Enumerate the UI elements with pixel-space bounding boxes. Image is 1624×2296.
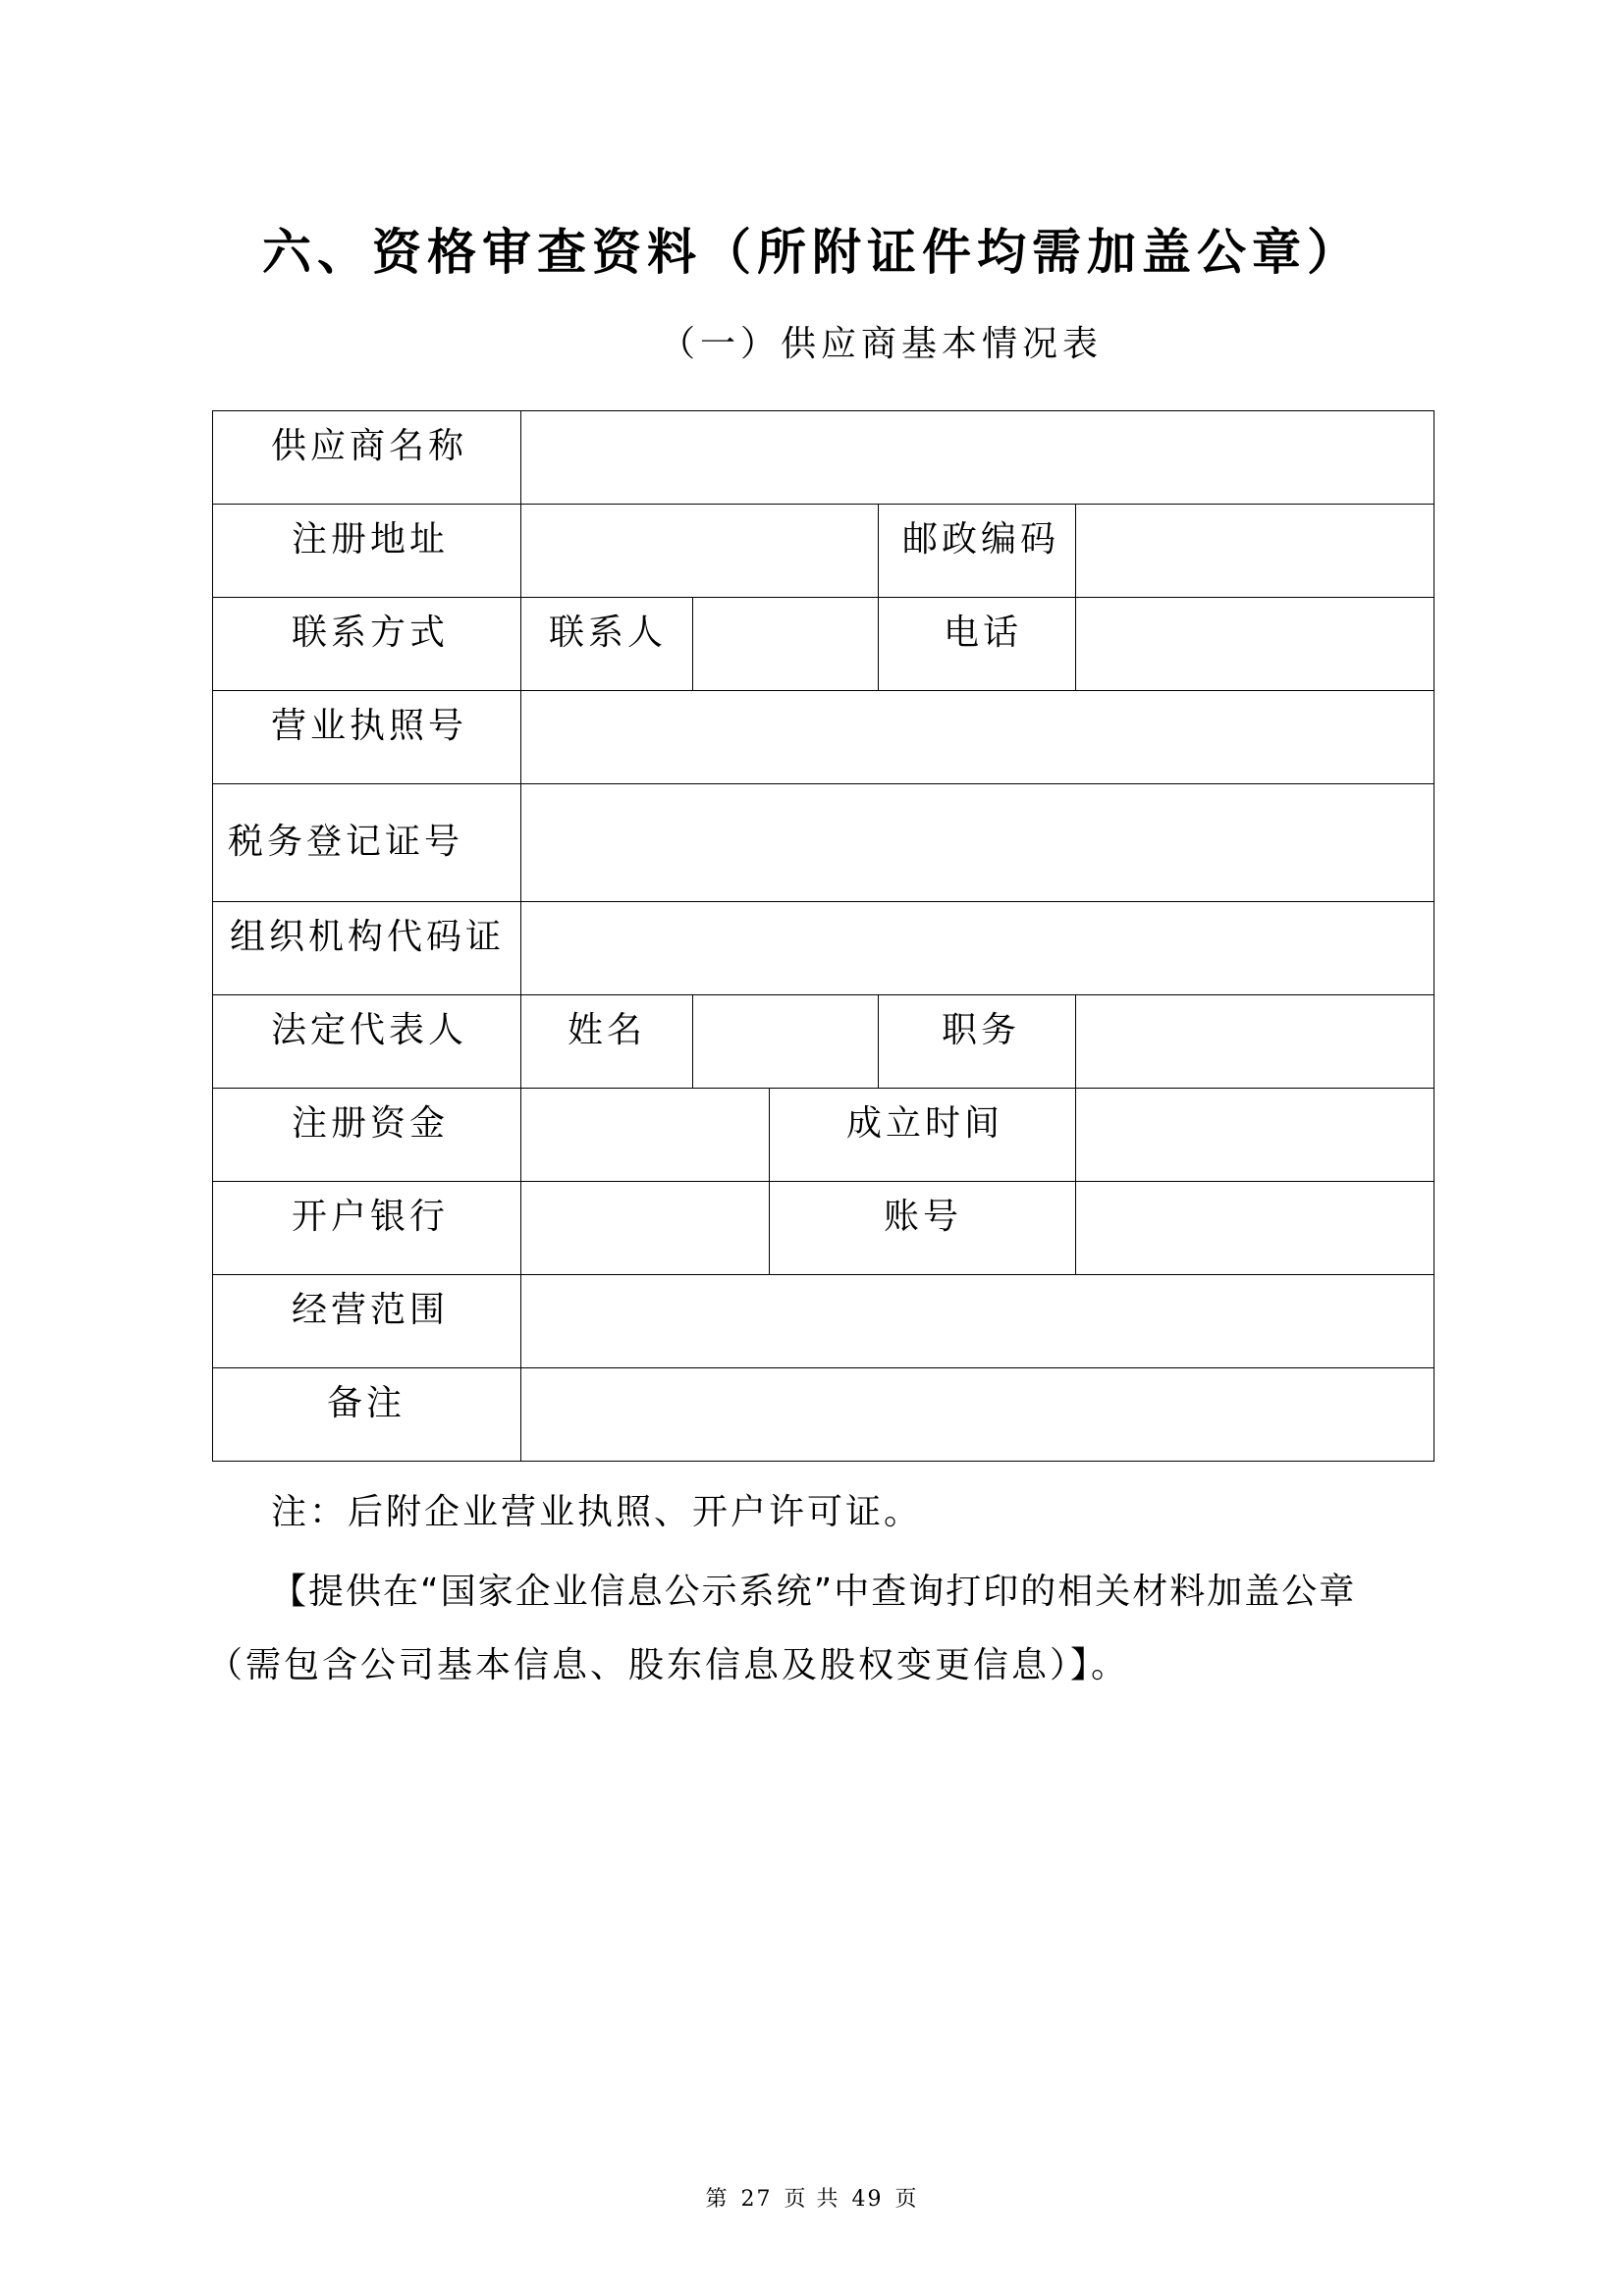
label-account-no: 账号 xyxy=(884,1197,963,1237)
cell-contact-person-value[interactable] xyxy=(692,597,879,691)
cell-org-code-value[interactable] xyxy=(520,901,1435,995)
label-remarks: 备注 xyxy=(327,1383,406,1423)
label-supplier-name: 供应商名称 xyxy=(271,426,468,466)
cell-business-scope-value[interactable] xyxy=(520,1274,1435,1368)
label-business-scope: 经营范围 xyxy=(292,1290,450,1330)
cell-establishment-date-value[interactable] xyxy=(1075,1088,1435,1182)
note-requirement-line1: 【提供在“国家企业信息公示系统”中查询打印的相关材料加盖公章 xyxy=(271,1572,1357,1612)
cell-remarks-value[interactable] xyxy=(520,1367,1435,1462)
cell-legal-rep-name-value[interactable] xyxy=(692,994,879,1089)
cell-position-value[interactable] xyxy=(1075,994,1435,1089)
footer-page-suffix: 页 xyxy=(894,2187,919,2212)
footer-page-number: 27 xyxy=(740,2187,773,2212)
cell-phone-value[interactable] xyxy=(1075,597,1435,691)
cell-tax-registration-value[interactable] xyxy=(520,783,1435,902)
label-org-code: 组织机构代码证 xyxy=(230,917,506,957)
cell-account-no-value[interactable] xyxy=(1075,1181,1435,1275)
footer-page-middle: 页 共 xyxy=(784,2187,840,2212)
label-tax-registration: 税务登记证号 xyxy=(228,822,464,862)
footer-total-pages: 49 xyxy=(851,2187,884,2212)
label-position: 职务 xyxy=(942,1010,1021,1050)
label-contact-person: 联系人 xyxy=(549,613,668,653)
label-bank: 开户银行 xyxy=(292,1197,450,1237)
page-number-footer xyxy=(0,2185,1624,2215)
note-requirement-line2: （需包含公司基本信息、股东信息及股权变更信息）】。 xyxy=(207,1645,1130,1685)
cell-supplier-name-value[interactable] xyxy=(520,410,1435,505)
label-registered-address: 注册地址 xyxy=(292,519,450,560)
supplier-info-table xyxy=(212,410,1435,1462)
label-postal-code: 邮政编码 xyxy=(902,519,1060,560)
cell-registered-capital-value[interactable] xyxy=(520,1088,770,1182)
cell-registered-address-value[interactable] xyxy=(520,504,879,598)
label-establishment-date: 成立时间 xyxy=(846,1103,1004,1144)
cell-bank-value[interactable] xyxy=(520,1181,770,1275)
table-title: （一）供应商基本情况表 xyxy=(660,324,1104,364)
cell-postal-code-value[interactable] xyxy=(1075,504,1435,598)
note-attachments: 注：后附企业营业执照、开户许可证。 xyxy=(271,1492,923,1532)
label-phone: 电话 xyxy=(944,613,1023,653)
label-legal-rep-name: 姓名 xyxy=(568,1010,647,1050)
cell-business-license-value[interactable] xyxy=(520,690,1435,784)
label-contact-method: 联系方式 xyxy=(292,613,450,653)
label-legal-rep: 法定代表人 xyxy=(271,1010,468,1050)
footer-page-prefix: 第 xyxy=(705,2187,730,2212)
section-title: 六、资格审查资料（所附证件均需加盖公章） xyxy=(262,224,1362,281)
label-registered-capital: 注册资金 xyxy=(292,1103,450,1144)
label-business-license: 营业执照号 xyxy=(271,706,468,746)
